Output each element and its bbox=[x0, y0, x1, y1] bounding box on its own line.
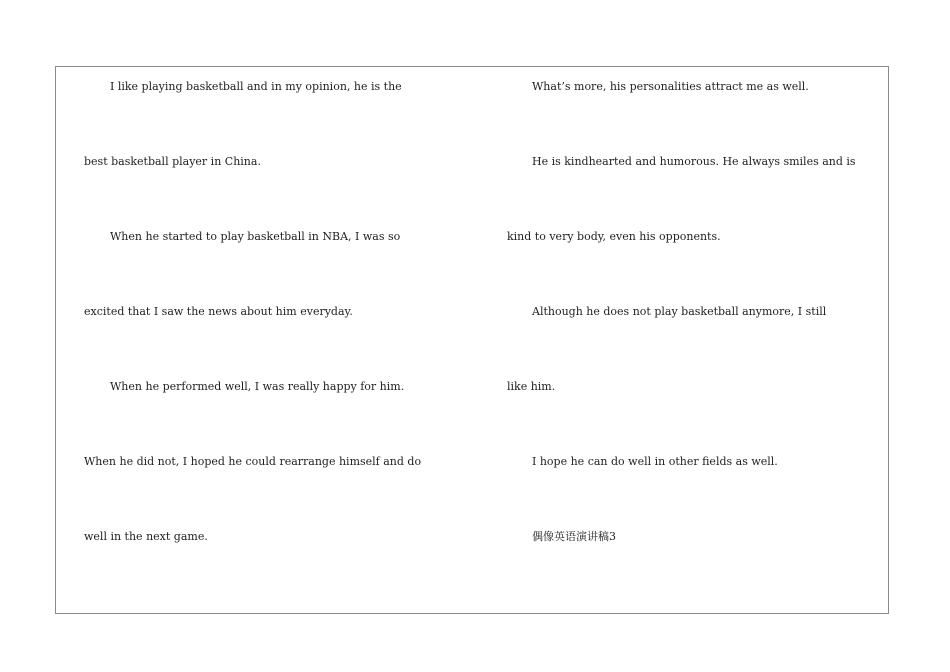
right-line-7: 偶像英语演讲稿3 bbox=[532, 530, 616, 543]
left-line-2: best basketball player in China. bbox=[84, 155, 261, 168]
left-line-5: When he performed well, I was really happy for him. bbox=[110, 380, 405, 393]
right-line-5: like him. bbox=[507, 380, 556, 393]
left-line-6: When he did not, I hoped he could rearrange himself and do bbox=[84, 455, 422, 468]
right-line-1: What’s more, his personalities attract me as well. bbox=[532, 80, 809, 93]
right-line-3: kind to very body, even his opponents. bbox=[507, 230, 721, 243]
left-line-1: I like playing basketball and in my opinion, he is the bbox=[110, 80, 402, 93]
right-line-2: He is kindhearted and humorous. He always smiles and is bbox=[532, 155, 856, 168]
right-line-6: I hope he can do well in other fields as well. bbox=[532, 455, 778, 468]
left-line-7: well in the next game. bbox=[84, 530, 208, 543]
right-line-4: Although he does not play basketball anymore, I still bbox=[532, 305, 827, 318]
left-line-4: excited that I saw the news about him everyday. bbox=[84, 305, 353, 318]
left-line-3: When he started to play basketball in NBA, I was so bbox=[110, 230, 401, 243]
